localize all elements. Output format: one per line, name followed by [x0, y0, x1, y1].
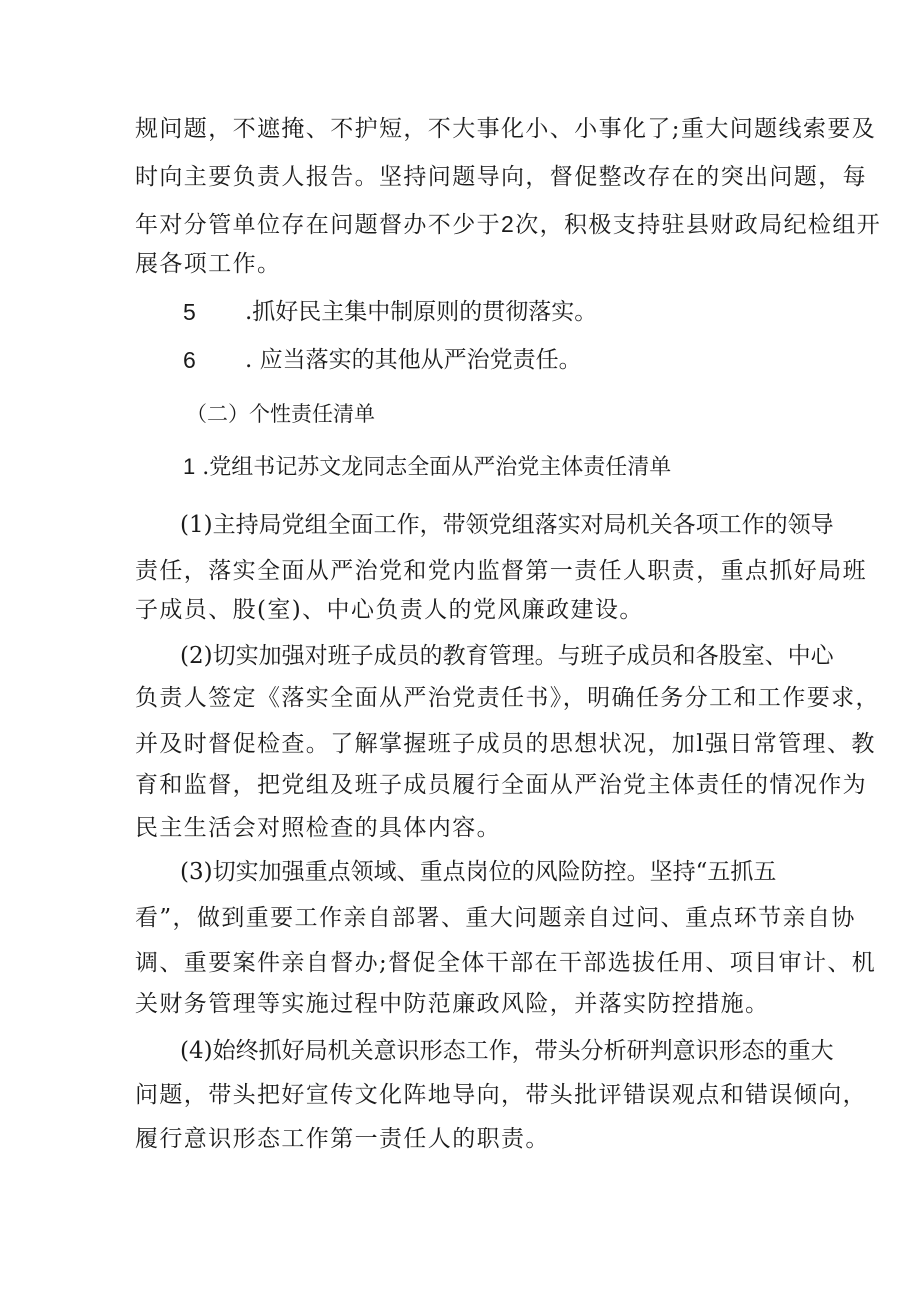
paragraph-line: 子成员、股(室)、中心负责人的党风廉政建设。	[135, 597, 644, 623]
paragraph-line: (1)主持局党组全面工作，带领党组落实对局机关各项工作的领导	[180, 512, 834, 538]
paragraph-line: 并及时督促检查。了解掌握班子成员的思想状况，加l强日常管理、教	[135, 731, 876, 757]
paragraph-line: 负责人签定《落实全面从严治党责任书》，明确任务分工和工作要求，	[135, 685, 880, 711]
list-item-text: .抓好民主集中制原则的贯彻落实。	[245, 299, 598, 325]
section-heading: （二）个性责任清单	[186, 402, 375, 426]
paragraph-text: 年对分管单位存在问题督办不少于	[135, 212, 501, 238]
paragraph-number: 2	[501, 211, 516, 237]
paragraph-line: 展各项工作。	[135, 251, 282, 277]
item-heading	[183, 456, 671, 479]
list-item-number: 6	[183, 347, 196, 373]
paragraph-text: 次，积极支持驻县财政局纪检组开	[515, 212, 882, 238]
paragraph-line: 看”，做到重要工作亲自部署、重大问题亲自过问、重点环节亲自协	[135, 905, 856, 931]
paragraph-line: 民主生活会对照检查的具体内容。	[135, 815, 501, 841]
list-item-text: . 应当落实的其他从严治党责任。	[245, 347, 582, 373]
paragraph-line: 问题，带头把好宣传文化阵地导向，带头批评错误观点和错误倾向，	[135, 1082, 867, 1108]
paragraph-line: (2)切实加强对班子成员的教育管理。与班子成员和各股室、中心	[180, 643, 834, 669]
list-item-number: 5	[183, 299, 196, 325]
paragraph-line: 时向主要负责人报告。坚持问题导向，督促整改存在的突出问题，每	[135, 164, 867, 190]
paragraph-line	[135, 213, 881, 237]
paragraph-line: 调、重要案件亲自督办;督促全体干部在干部选拔任用、项目审计、机	[135, 950, 877, 976]
paragraph-line: (3)切实加强重点领域、重点岗位的风险防控。坚持“五抓五	[180, 859, 777, 885]
paragraph-line: 履行意识形态工作第一责任人的职责。	[135, 1126, 550, 1152]
paragraph-line: 育和监督，把党组及班子成员履行全面从严治党主体责任的情况作为	[135, 772, 867, 798]
item-heading-text: .党组书记苏文龙同志全面从严治党主体责任清单	[195, 455, 672, 480]
item-heading-number: 1	[183, 454, 196, 479]
paragraph-line: 关财务管理等实施过程中防范廉政风险，并落实防控措施。	[135, 991, 770, 1017]
paragraph-line: (4)始终抓好局机关意识形态工作，带头分析研判意识形态的重大	[180, 1038, 834, 1064]
paragraph-line: 责任，落实全面从严治党和党内监督第一责任人职责，重点抓好局班	[135, 558, 867, 584]
paragraph-line: 规问题，不遮掩、不护短，不大事化小、小事化了;重大问题线索要及	[135, 116, 877, 142]
